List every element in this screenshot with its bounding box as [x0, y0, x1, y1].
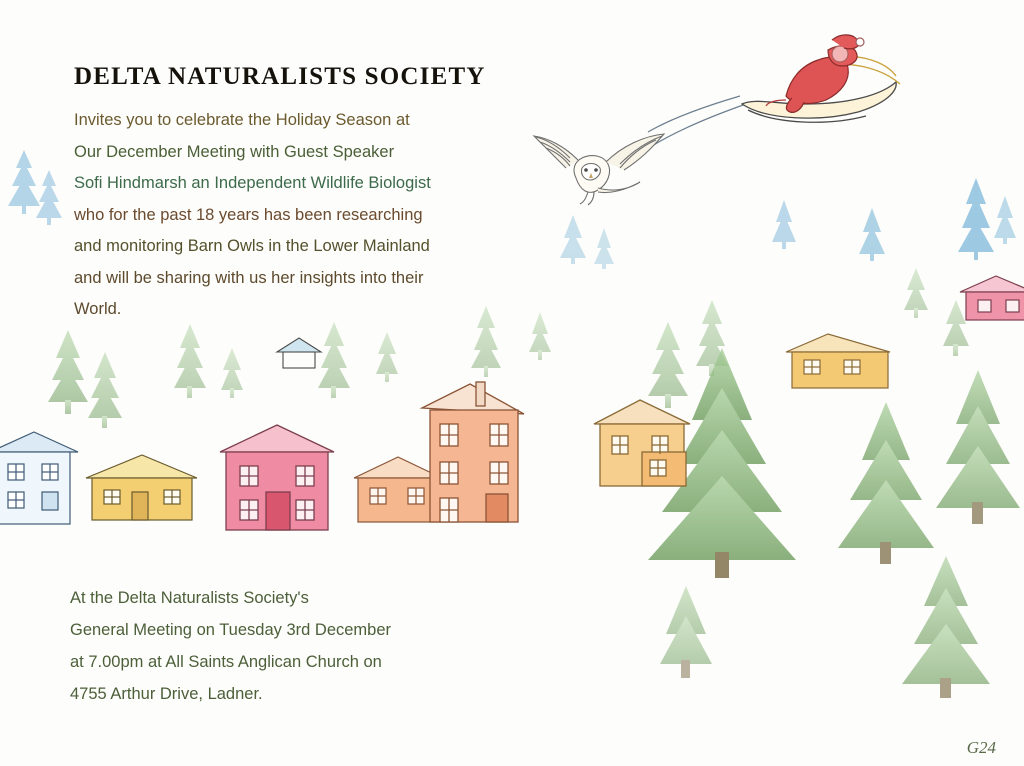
- evergreen-tree-icon: [838, 402, 934, 564]
- green-tree-icon: [318, 322, 350, 398]
- invitation-line: Sofi Hindmarsh an Independent Wildlife Biologist: [74, 174, 431, 192]
- green-tree-icon: [174, 324, 206, 398]
- green-tree-icon: [529, 312, 551, 360]
- house-icon: [786, 334, 890, 388]
- evergreen-tree-icon: [648, 348, 796, 578]
- sled-icon: [742, 56, 900, 123]
- green-tree-icon: [696, 300, 728, 376]
- invitation-line: Our December Meeting with Guest Speaker: [74, 142, 395, 161]
- meeting-details-text: [70, 582, 490, 710]
- green-tree-icon: [648, 322, 688, 408]
- meeting-line: At the Delta Naturalists Society's: [70, 589, 309, 607]
- invitation-line: Invites you to celebrate the Holiday Season at: [74, 111, 410, 129]
- blue-tree-icon: [994, 196, 1016, 244]
- barn-owl-icon: [534, 134, 664, 205]
- green-tree-icon: [376, 332, 398, 382]
- meeting-line: General Meeting on Tuesday 3rd December: [70, 621, 392, 639]
- invitation-line: and monitoring Barn Owls in the Lower Mainland: [74, 237, 430, 255]
- house-icon: [86, 455, 197, 520]
- meeting-line: 4755 Arthur Drive, Ladner.: [70, 685, 263, 703]
- green-tree-icon: [221, 348, 243, 398]
- house-icon: [960, 276, 1024, 320]
- blue-tree-icon: [36, 170, 62, 225]
- invitation-line: World.: [74, 300, 122, 318]
- blue-tree-icon: [8, 150, 40, 214]
- artist-signature: G24: [966, 738, 996, 757]
- blue-tree-icon: [859, 208, 885, 261]
- green-tree-icon: [88, 352, 122, 428]
- house-icon: [422, 382, 524, 522]
- page-title: DELTA NATURALISTS SOCIETY: [74, 63, 486, 90]
- evergreen-tree-icon: [660, 586, 712, 678]
- santa-icon: [766, 35, 864, 112]
- reins-icon: [648, 96, 746, 146]
- green-tree-icon: [943, 300, 969, 356]
- green-tree-icon: [904, 268, 928, 318]
- house-icon: [0, 432, 78, 524]
- house-icon: [354, 457, 442, 522]
- blue-tree-icon: [560, 215, 586, 264]
- evergreen-tree-icon: [902, 556, 990, 698]
- blue-tree-icon: [958, 178, 994, 260]
- green-tree-icon: [48, 330, 88, 414]
- invitation-line: who for the past 18 years has been researching: [74, 205, 423, 224]
- house-icon: [594, 400, 690, 486]
- blue-tree-icon: [594, 228, 614, 269]
- invitation-text: [74, 105, 504, 326]
- house-icon: [277, 338, 321, 368]
- meeting-line: at 7.00pm at All Saints Anglican Church on: [70, 653, 382, 671]
- invitation-line: and will be sharing with us her insights into their: [74, 268, 424, 287]
- evergreen-tree-icon: [936, 370, 1020, 524]
- house-icon: [220, 425, 334, 530]
- blue-tree-icon: [772, 200, 796, 249]
